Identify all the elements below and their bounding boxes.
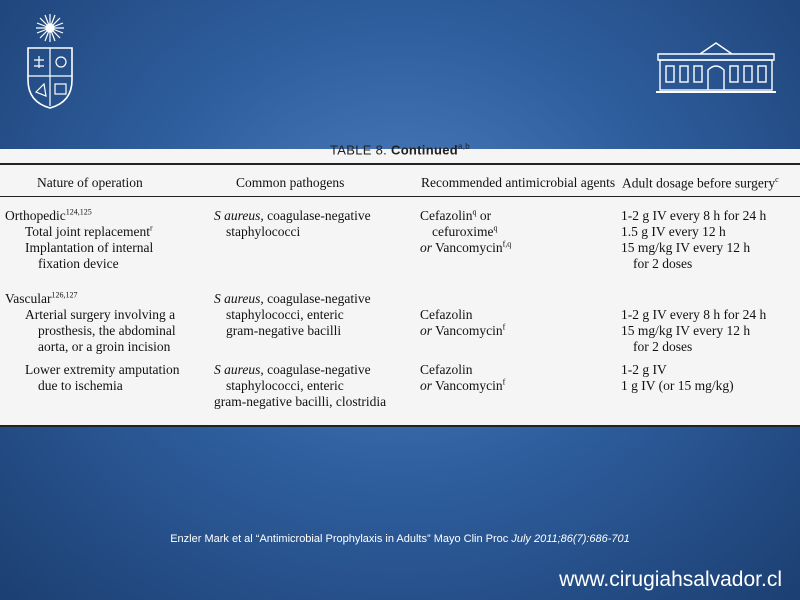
vascular-title: [5, 291, 77, 306]
vascular-pathogen-species: S aureus: [214, 291, 261, 306]
vascular-amputation-agent-sup: f: [502, 377, 506, 387]
citation: [0, 533, 800, 545]
orthopedic-op-line: Implantation of internal: [25, 240, 154, 255]
table-title-bold: Continued: [391, 142, 458, 158]
orthopedic-dose-line: for 2 doses: [633, 256, 693, 271]
orthopedic-agent-text: Vancomycin: [432, 240, 503, 255]
vascular-title-text: Vascular: [5, 291, 52, 306]
orthopedic-agent-or: or: [420, 240, 433, 255]
orthopedic-agent-rest: or: [476, 208, 492, 223]
vascular-arterial-op-line: prosthesis, the abdominal: [38, 323, 176, 338]
citation-main: Enzler Mark et al “Antimicrobial Prophylaxis in Adults” Mayo Clin Proc: [170, 533, 512, 545]
orthopedic-op-line: fixation device: [38, 256, 119, 271]
orthopedic-dose-line: 15 mg/kg IV every 12 h: [621, 240, 751, 255]
orthopedic-pathogen-species: S aureus: [214, 208, 261, 223]
vascular-arterial-agent-line: Cefazolin: [420, 307, 473, 322]
orthopedic-agent-sup: f,q: [502, 239, 512, 249]
vascular-arterial-pathogen-line: gram-negative bacilli: [226, 323, 342, 338]
orthopedic-pathogen-rest: , coagulase-negative: [260, 208, 371, 223]
orthopedic-op-line: [25, 224, 153, 239]
vascular-amputation-pathogen-rest: , coagulase-negative: [260, 362, 371, 377]
header-agents: Recommended antimicrobial agents: [421, 175, 616, 190]
table-top-rule: [0, 163, 800, 165]
orthopedic-agent-line: [420, 240, 511, 255]
orthopedic-title: [5, 208, 92, 223]
table-title-sup: a,b: [457, 142, 470, 151]
vascular-amputation-pathogen-line: [214, 362, 371, 377]
header-dosage-sup: c: [775, 175, 779, 184]
orthopedic-agent-text: cefuroxime: [432, 224, 494, 239]
table-panel: [0, 142, 800, 427]
vascular-amputation-pathogen-line: staphylococci, enteric: [226, 378, 344, 393]
orthopedic-agent-sup: q: [472, 207, 477, 217]
orthopedic-dose-line: 1.5 g IV every 12 h: [621, 224, 726, 239]
vascular-arterial-pathogen-line: staphylococci, enteric: [226, 307, 344, 322]
vascular-amputation-op-line: due to ischemia: [38, 378, 123, 393]
vascular-amputation-op-line: Lower extremity amputation: [25, 362, 180, 377]
citation-italic: July 2011;86(7):686-701: [511, 533, 630, 545]
header-dosage-text: Adult dosage before surgery: [622, 175, 776, 191]
vascular-amputation-agent-text: Vancomycin: [432, 378, 503, 393]
vascular-pathogen-line: [214, 291, 371, 306]
orthopedic-pathogen-line: staphylococci: [226, 224, 301, 239]
table-bottom-rule: [0, 425, 800, 427]
vascular-amputation-agent-line: Cefazolin: [420, 362, 473, 377]
orthopedic-pathogen-line: [214, 208, 371, 223]
orthopedic-title-text: Orthopedic: [5, 208, 66, 223]
vascular-amputation-agent-or: or: [420, 378, 433, 393]
orthopedic-agent-line: [432, 224, 497, 239]
vascular-pathogen-rest: , coagulase-negative: [260, 291, 371, 306]
orthopedic-dose-line: 1-2 g IV every 8 h for 24 h: [621, 208, 767, 223]
vascular-amputation-dose-line: 1 g IV (or 15 mg/kg): [621, 378, 734, 393]
vascular-arterial-op-line: aorta, or a groin incision: [38, 339, 171, 354]
vascular-arterial-dose-line: 1-2 g IV every 8 h for 24 h: [621, 307, 767, 322]
vascular-amputation-pathogen-line: gram-negative bacilli, clostridia: [214, 394, 387, 409]
vascular-arterial-agent-or: or: [420, 323, 433, 338]
vascular-amputation-agent-line: [420, 378, 505, 393]
vascular-arterial-agent-sup: f: [502, 322, 506, 332]
hospital-building-icon: [654, 40, 778, 96]
orthopedic-title-sup: 124,125: [65, 207, 92, 217]
site-url: www.cirugiahsalvador.cl: [559, 568, 782, 591]
vascular-title-sup: 126,127: [51, 290, 78, 300]
table-header-rule: [0, 196, 800, 197]
vascular-arterial-agent-text: Vancomycin: [432, 323, 503, 338]
orthopedic-agent-line: [420, 208, 491, 223]
vascular-arterial-dose-line: 15 mg/kg IV every 12 h: [621, 323, 751, 338]
header-dosage: [622, 175, 779, 192]
vascular-arterial-dose-line: for 2 doses: [633, 339, 693, 354]
orthopedic-op-sup: r: [150, 223, 153, 233]
orthopedic-agent-text: Cefazolin: [420, 208, 473, 223]
university-crest-icon: [22, 10, 78, 110]
vascular-arterial-agent-line: [420, 323, 505, 338]
table-title: [0, 142, 800, 157]
vascular-amputation-pathogen-species: S aureus: [214, 362, 261, 377]
header-operation: Nature of operation: [37, 175, 143, 190]
orthopedic-op-text: Total joint replacement: [25, 224, 151, 239]
header-pathogens: Common pathogens: [236, 175, 345, 190]
vascular-arterial-op-line: Arterial surgery involving a: [25, 307, 176, 322]
orthopedic-agent-sup: q: [493, 223, 498, 233]
vascular-amputation-dose-line: 1-2 g IV: [621, 362, 667, 377]
table-title-prefix: TABLE 8.: [330, 142, 388, 158]
